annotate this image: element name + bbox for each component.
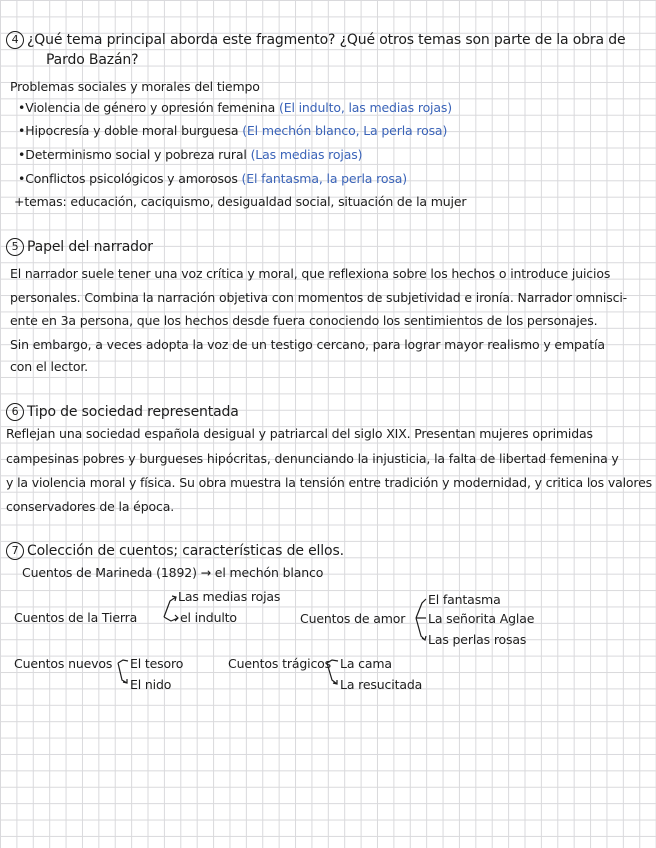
q4-question-line1 (6, 31, 625, 49)
bullet-example: (El fantasma, la perla rosa) (241, 171, 407, 186)
q6-line-4: conservadores de la época. (6, 499, 175, 514)
bullet-example: (El indulto, las medias rojas) (278, 100, 452, 115)
tierra-branch-down-arrow (164, 615, 178, 621)
q5-line-1: El narrador suele tener una voz crítica y moral, que reflexiona sobre los hechos o introduce juicios (10, 266, 611, 281)
q4-bullet-4 (18, 171, 407, 187)
amor-item-3: Las perlas rosas (428, 632, 527, 647)
q4-bullet-3 (18, 147, 362, 163)
q4-question-text: ¿Qué tema principal aborda este fragmento? ¿Qué otros temas son parte de la obra de (27, 32, 626, 48)
bullet-example: (Las medias rojas) (250, 147, 363, 162)
q4-number: 4 (6, 31, 24, 49)
q6-line-2: campesinas pobres y burgueses hipócritas, denunciando la injusticia, la falta de libertad femenina y (6, 451, 619, 466)
tragicos-label: Cuentos trágicos (228, 656, 332, 671)
q6-line-3: y la violencia moral y física. Su obra muestra la tensión entre tradición y modernidad, y critica los valores (6, 475, 653, 490)
bullet-text: •Determinismo social y pobreza rural (18, 147, 247, 162)
tierra-label: Cuentos de la Tierra (14, 610, 138, 625)
q4-subtitle: Problemas sociales y morales del tiempo (10, 79, 260, 94)
q6-line-1: Reflejan una sociedad española desigual y patriarcal del siglo XIX. Presentan mujeres oprimidas (6, 426, 593, 441)
bullet-example: (El mechón blanco, La perla rosa) (242, 123, 448, 138)
tierra-item-1: Las medias rojas (178, 589, 281, 604)
q4-more-themes: +temas: educación, caciquismo, desigualdad social, situación de la mujer (14, 194, 467, 209)
q5-line-5: con el lector. (10, 359, 89, 374)
q5-number: 5 (6, 238, 24, 256)
bullet-text: •Hipocresía y doble moral burguesa (18, 123, 239, 138)
q6-title: Tipo de sociedad representada (27, 404, 239, 420)
q5-line-4: Sin embargo, a veces adopta la voz de un testigo cercano, para lograr mayor realismo y empatía (10, 337, 605, 352)
q5-heading (6, 238, 153, 256)
nuevos-label: Cuentos nuevos (14, 656, 113, 671)
nuevos-branch-arrows (118, 660, 128, 683)
q4-question-line2: Pardo Bazán? (46, 52, 139, 68)
q6-number: 6 (6, 403, 24, 421)
tierra-item-2: el indulto (180, 610, 237, 625)
nuevos-item-2: El nido (130, 677, 172, 692)
marineda-arrow: → (200, 565, 211, 580)
q4-bullet-1 (18, 100, 452, 116)
bullet-text: •Conflictos psicológicos y amorosos (18, 171, 238, 186)
amor-branch-arrows (416, 599, 426, 640)
tierra-branch-up-arrow (164, 596, 176, 617)
q6-heading (6, 403, 239, 421)
tragicos-item-1: La cama (340, 656, 392, 671)
q5-line-2: personales. Combina la narración objetiva con momentos de subjetividad e ironía. Narrador omnisci- (10, 290, 627, 305)
q5-title: Papel del narrador (27, 239, 153, 255)
marineda-label: Cuentos de Marineda (1892) (22, 565, 197, 580)
q4-bullet-2 (18, 123, 447, 139)
amor-item-1: El fantasma (428, 592, 501, 607)
q7-number: 7 (6, 542, 24, 560)
amor-label: Cuentos de amor (300, 611, 406, 626)
marineda-row (22, 565, 323, 581)
marineda-item: el mechón blanco (214, 565, 324, 580)
nuevos-item-1: El tesoro (130, 656, 184, 671)
q5-line-3: ente en 3a persona, que los hechos desde fuera conociendo los sentimientos de los personajes. (10, 313, 598, 328)
q7-heading (6, 542, 344, 560)
amor-item-2: La señorita Aglae (428, 611, 535, 626)
bullet-text: •Violencia de género y opresión femenina (18, 100, 276, 115)
q7-title: Colección de cuentos; características de ellos. (27, 543, 344, 559)
tragicos-item-2: La resucitada (340, 677, 423, 692)
